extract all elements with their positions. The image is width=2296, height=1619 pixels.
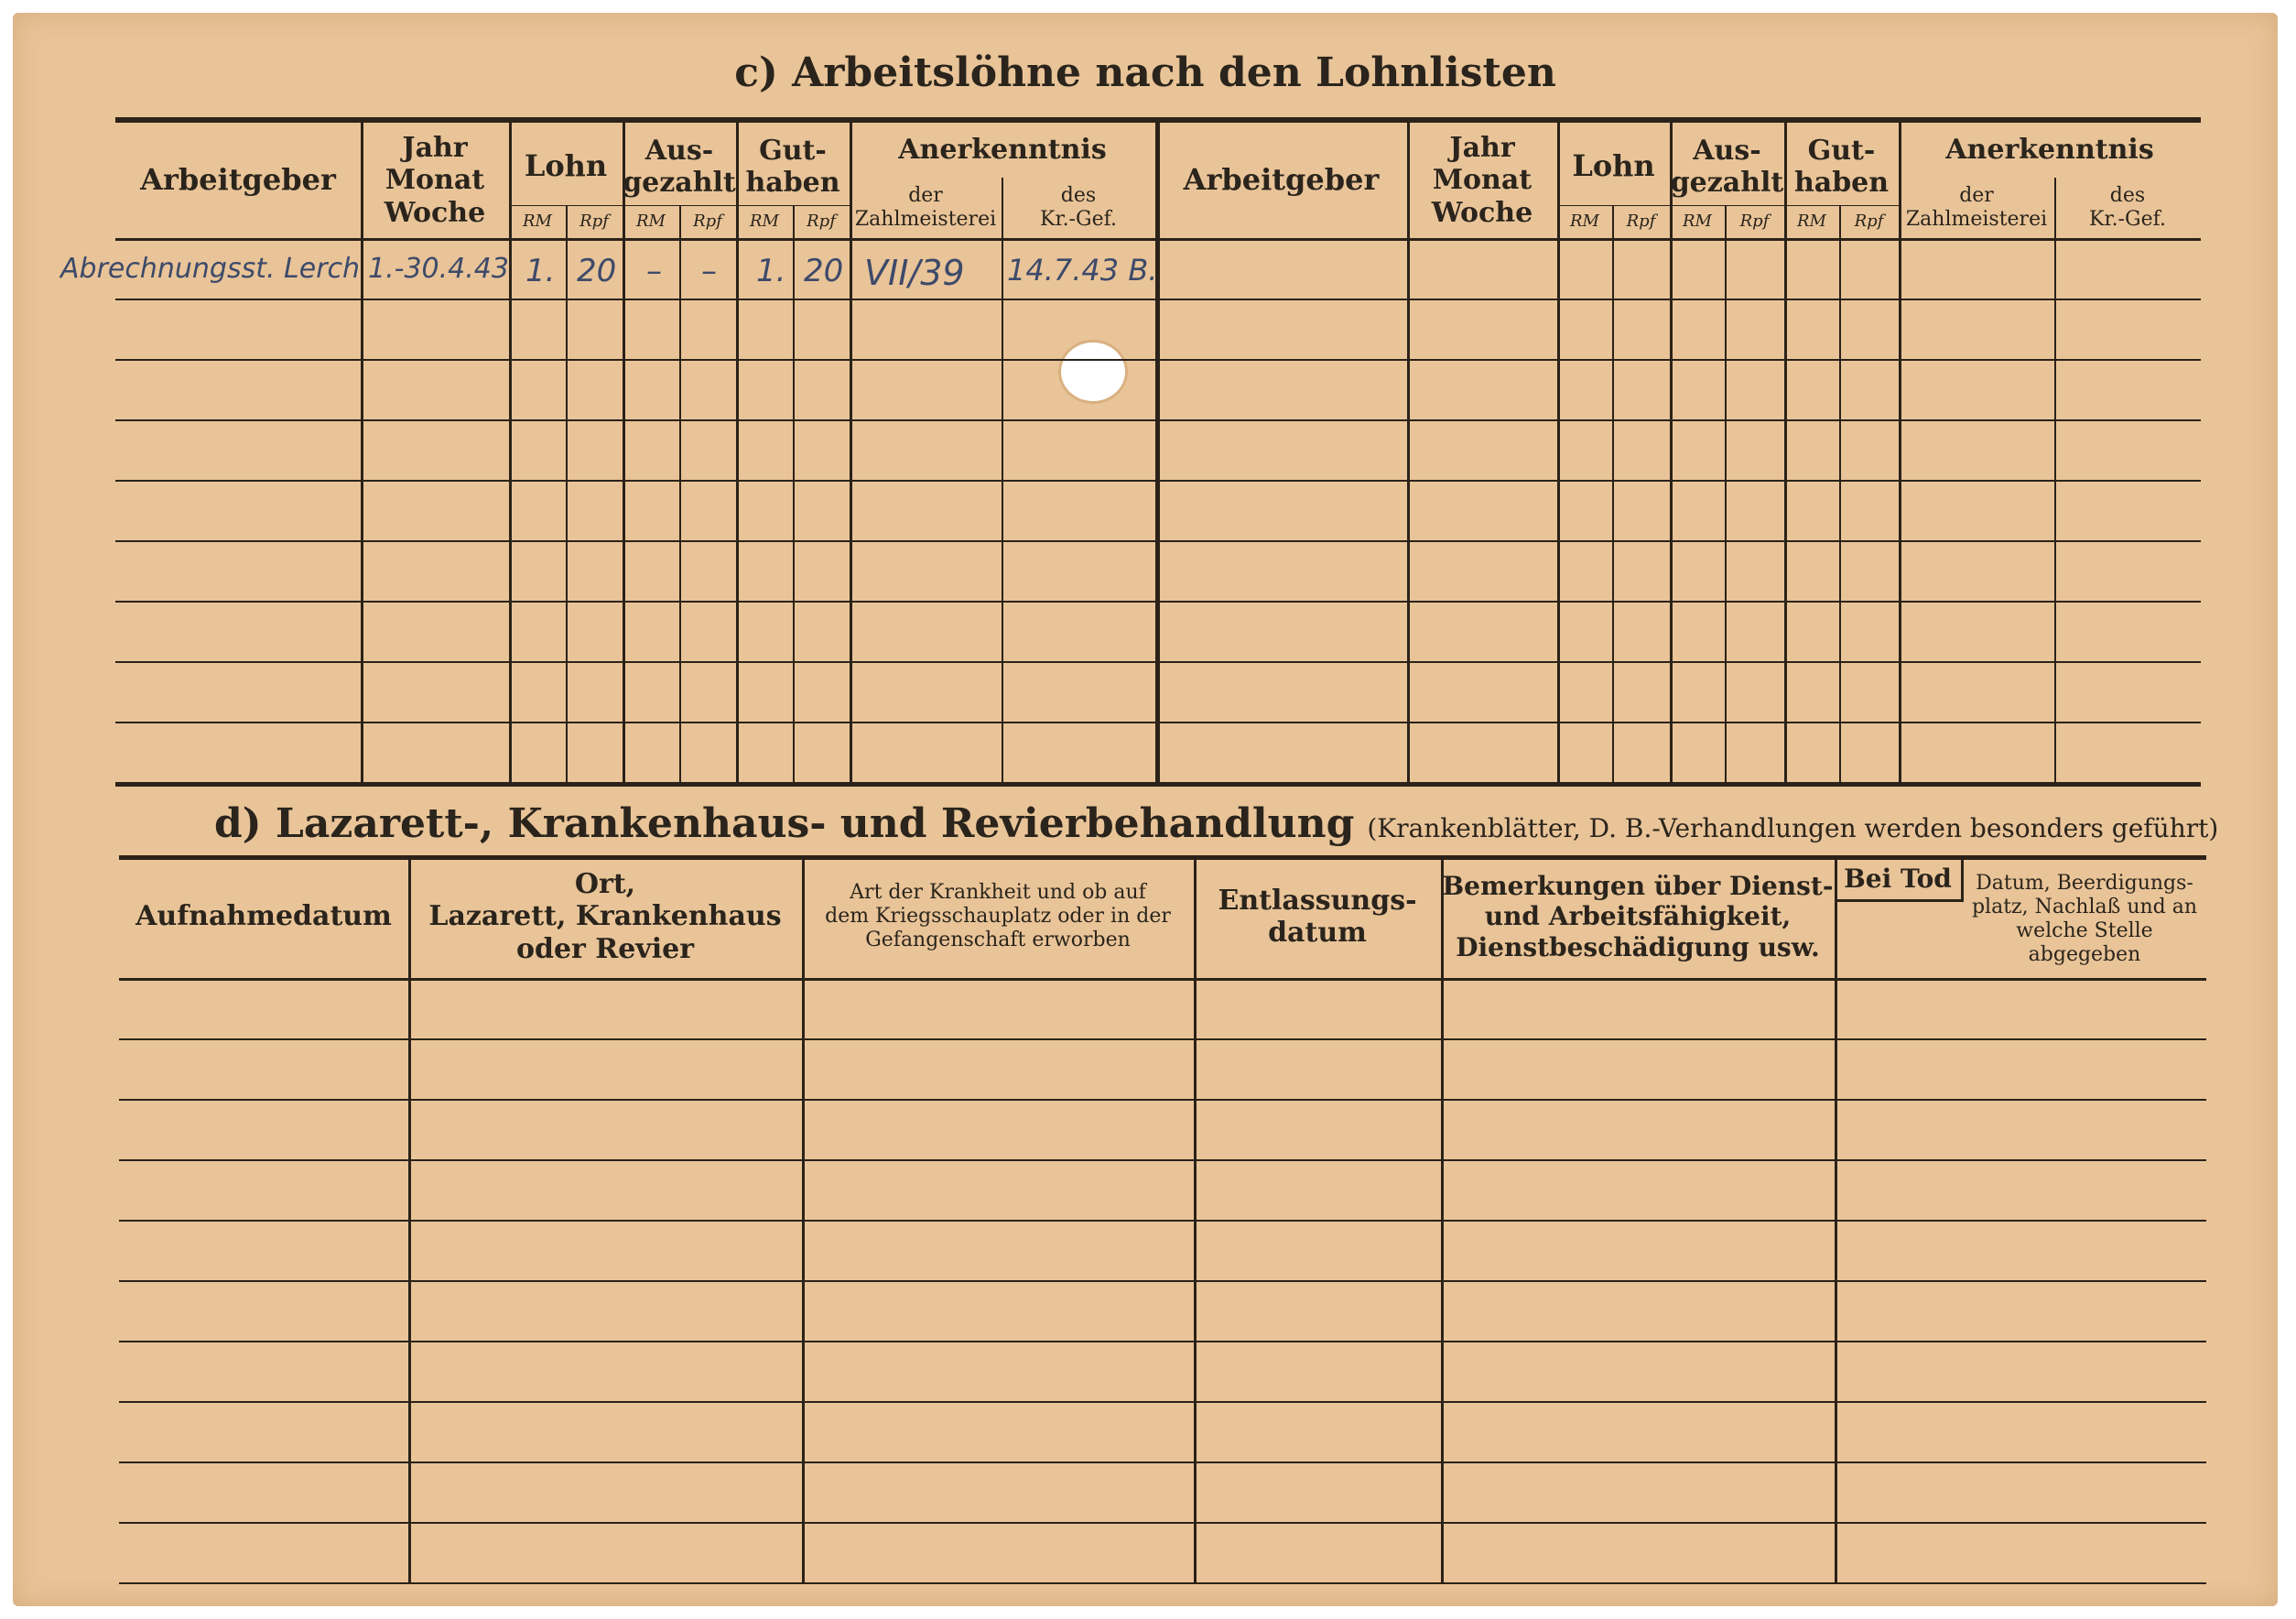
bottom-rule [115, 782, 2201, 787]
header-bottom-rule [119, 978, 2206, 981]
record-card [13, 13, 2278, 1606]
header-bei-tod: Bei Tod [1835, 859, 1964, 902]
header-beerdigung: Datum, Beerdigungs- platz, Nachlaß und an welche Stelle abgegeben [1971, 872, 2198, 966]
header-aufnahmedatum: Aufnahmedatum [135, 900, 392, 933]
entry-krgef: 14.7.43 B. [1007, 253, 1158, 288]
header-lohn: Lohn [1572, 148, 1655, 184]
section-c-title: c) Arbeitslöhne nach den Lohnlisten [734, 49, 1556, 96]
rpf-label: Rpf [807, 212, 836, 232]
rm-label: RM [1570, 212, 1599, 232]
header-des-krgef: des Kr.-Gef. [2089, 184, 2166, 231]
entry-guthaben-rpf: 20 [804, 253, 844, 289]
rpf-label: Rpf [1739, 212, 1770, 232]
subcol-line [1002, 178, 1003, 782]
entry-zahlmeisterei: VII/39 [864, 253, 965, 293]
entry-lohn-rpf: 20 [577, 253, 617, 289]
subcol-line [1725, 205, 1727, 782]
section-d-title-text: d) Lazarett-, Krankenhaus- und Revierbehandlung [214, 800, 1355, 847]
subcol-line [1612, 205, 1614, 782]
header-jahr-monat-woche: Jahr Monat Woche [1431, 131, 1533, 229]
header-bemerkungen: Bemerkungen über Dienst- und Arbeitsfähigkeit, Dienstbeschädigung usw. [1442, 871, 1834, 962]
rpf-label: Rpf [1854, 212, 1884, 232]
entry-guthaben-rm: 1. [756, 253, 786, 289]
header-arbeitgeber: Arbeitgeber [1183, 162, 1380, 198]
row-line [119, 1280, 2206, 1282]
row-line [119, 1159, 2206, 1161]
subcol-line [566, 205, 568, 782]
section-d-title [214, 800, 2218, 847]
rm-label: RM [1797, 212, 1826, 232]
rpf-label: Rpf [693, 212, 722, 232]
header-jahr-monat-woche: Jahr Monat Woche [384, 131, 486, 229]
subcol-line [679, 205, 681, 782]
header-lohn: Lohn [524, 148, 608, 184]
rpf-label: Rpf [1626, 212, 1656, 232]
section-d-subtitle: (Krankenblätter, D. B.-Verhandlungen werden besonders geführt) [1367, 813, 2219, 843]
row-line [119, 1220, 2206, 1222]
header-guthaben: Gut- haben [745, 134, 840, 199]
header-der-zahlmeisterei: der Zahlmeisterei [1905, 184, 2048, 231]
row-line [119, 1401, 2206, 1403]
subcol-line [2054, 178, 2056, 782]
rpf-label: Rpf [579, 212, 609, 232]
row-line [119, 1341, 2206, 1342]
header-der-zahlmeisterei: der Zahlmeisterei [854, 184, 997, 231]
row-line [119, 1099, 2206, 1101]
row-line [119, 1582, 2206, 1584]
header-entlassung: Entlassungs- datum [1218, 884, 1417, 949]
header-guthaben: Gut- haben [1793, 134, 1890, 199]
header-anerkenntnis: Anerkenntnis [1945, 134, 2154, 167]
row-line [119, 1038, 2206, 1040]
header-des-krgef: des Kr.-Gef. [1040, 184, 1117, 231]
rm-label: RM [523, 212, 552, 232]
header-ort: Ort, Lazarett, Krankenhaus oder Revier [428, 867, 782, 965]
entry-lohn-rm: 1. [525, 253, 556, 289]
header-anerkenntnis: Anerkenntnis [898, 134, 1107, 167]
row-line [119, 1461, 2206, 1463]
entry-ausgezahlt-rpf: – [701, 253, 717, 289]
subcol-line [793, 205, 795, 782]
header-krankheit: Art der Krankheit und ob auf dem Kriegsschauplatz oder in der Gefangenschaft erworben [825, 881, 1171, 951]
header-arbeitgeber: Arbeitgeber [140, 162, 336, 198]
rm-label: RM [636, 212, 666, 232]
entry-arbeitgeber: Abrechnungsst. Lerch [60, 253, 361, 285]
header-ausgezahlt: Aus- gezahlt [1670, 134, 1784, 199]
rm-label: RM [1683, 212, 1712, 232]
row-line [119, 1522, 2206, 1524]
header-ausgezahlt: Aus- gezahlt [623, 134, 736, 199]
entry-ausgezahlt-rm: – [646, 253, 662, 289]
entry-zeitraum: 1.-30.4.43 [368, 253, 509, 285]
punch-hole [1061, 342, 1125, 401]
rm-label: RM [750, 212, 779, 232]
subcol-line [1839, 205, 1841, 782]
